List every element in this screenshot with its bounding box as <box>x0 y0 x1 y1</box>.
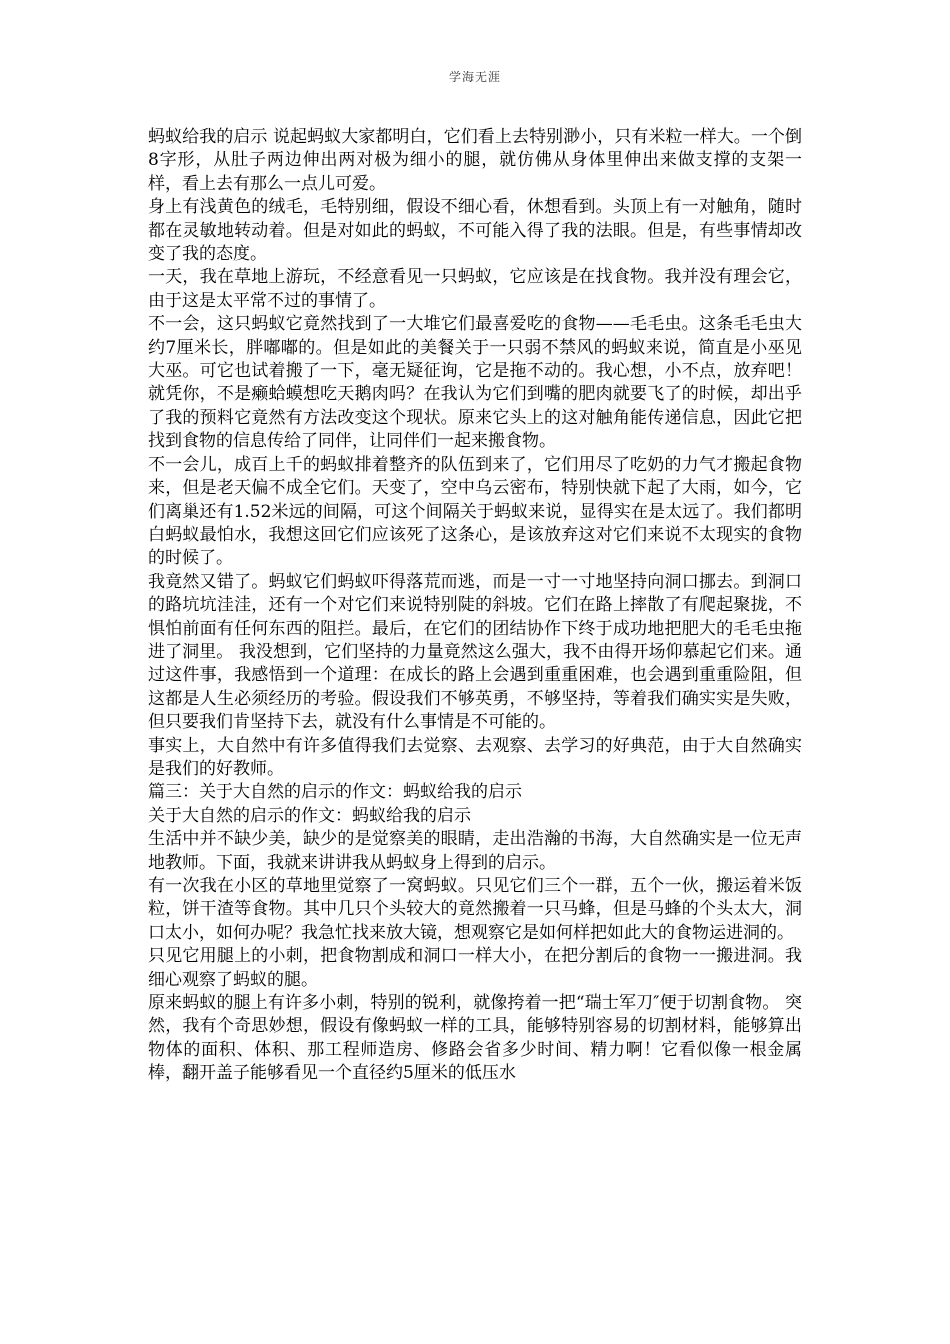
paragraph: 身上有浅黄色的绒毛，毛特别细，假设不细心看，休想看到。头顶上有一对触角，随时都在灵敏地转动着。但是对如此的蚂蚁，不可能入得了我的法眼。但是，有些事情却改变了我的态度。 <box>148 197 802 265</box>
paragraph: 原来蚂蚁的腿上有许多小刺，特别的锐利，就像挎着一把“瑞士军刀″便于切割食物。 突然，我有个奇思妙想，假设有像蚂蚁一样的工具，能够特别容易的切割材料，能够算出物体的面积、体积、那工程师造房、修路会省多少时间、精力啊！它看似像一根金属棒，翻开盖子能够看见一个直径约5厘米的低压水 <box>148 993 802 1084</box>
paragraph: 有一次我在小区的草地里觉察了一窝蚂蚁。只见它们三个一群，五个一伙，搬运着米饭粒，饼干渣等食物。其中几只个头较大的竟然搬着一只马蜂，但是马蜂的个头太大，洞口太小，如何办呢？我急忙找来放大镜，想观察它是如何样把如此大的食物运进洞的。 <box>148 876 802 943</box>
document-body <box>148 126 802 1086</box>
page-header: 学海无涯 <box>448 70 501 84</box>
section-heading: 篇三：关于大自然的启示的作文：蚂蚁给我的启示 <box>148 782 522 803</box>
paragraph: 不一会儿，成百上千的蚂蚁排着整齐的队伍到来了，它们用尽了吃奶的力气才搬起食物来，但是老天偏不成全它们。天变了，空中乌云密布，特别快就下起了大雨，如今，它们离巢还有1.52米远的间隔，可这个间隔关于蚂蚁来说，显得实在是太远了。我们都明白蚂蚁最怕水，我想这回它们应该死了这条心，是该放弃这对它们来说不太现实的食物的时候了。 <box>148 454 802 569</box>
paragraph: 不一会，这只蚂蚁它竟然找到了一大堆它们最喜爱吃的食物——毛毛虫。这条毛毛虫大约7厘米长，胖嘟嘟的。但是如此的美餐关于一只弱不禁风的蚂蚁来说，简直是小巫见大巫。可它也试着搬了一下，毫无疑征询，它是拖不动的。我心想，小不点，放弃吧！就凭你，不是癞蛤蟆想吃天鹅肉吗？在我认为它们到嘴的肥肉就要飞了的时候，却出乎了我的预料它竟然有方法改变这个现状。原来它头上的这对触角能传递信息，因此它把找到食物的信息传给了同伴，让同伴们一起来搬食物。 <box>148 314 802 452</box>
paragraph: 生活中并不缺少美，缺少的是觉察美的眼睛，走出浩瀚的书海，大自然确实是一位无声地教师。下面，我就来讲讲我从蚂蚁身上得到的启示。 <box>148 829 802 873</box>
paragraph: 我竟然又错了。蚂蚁它们蚂蚁吓得落荒而逃，而是一寸一寸地坚持向洞口挪去。到洞口的路坑坑洼洼，还有一个对它们来说特别陡的斜坡。它们在路上摔散了有爬起聚拢，不惧怕前面有任何东西的阻拦。最后，在它们的团结协作下终于成功地把肥大的毛毛虫拖进了洞里。 我没想到，它们坚持的力量竟然这么强大，我不由得开场仰慕起它们来。通过这件事，我感悟到一个道理：在成长的路上会遇到重重困难，也会遇到重重险阻，但这都是人生必须经历的考验。假设我们不够英勇，不够坚持，等着我们确实实是失败，但只要我们肯坚持下去，就没有什么事情是不可能的。 <box>148 571 802 733</box>
paragraph: 事实上，大自然中有许多值得我们去觉察、去观察、去学习的好典范，由于大自然确实是我们的好教师。 <box>148 735 802 779</box>
paragraph: 只见它用腿上的小刺，把食物割成和洞口一样大小，在把分割后的食物一一搬进洞。我细心观察了蚂蚁的腿。 <box>148 946 802 990</box>
paragraph: 蚂蚁给我的启示 说起蚂蚁大家都明白，它们看上去特别渺小，只有米粒一样大。一个倒8字形，从肚子两边伸出两对极为细小的腿，就仿佛从身体里伸出来做支撑的支架一样，看上去有那么一点儿可爱。 <box>148 127 802 194</box>
paragraph: 一天，我在草地上游玩，不经意看见一只蚂蚁，它应该是在找食物。我并没有理会它，由于这是太平常不过的事情了。 <box>148 267 802 311</box>
article-title: 关于大自然的启示的作文：蚂蚁给我的启示 <box>148 805 471 826</box>
